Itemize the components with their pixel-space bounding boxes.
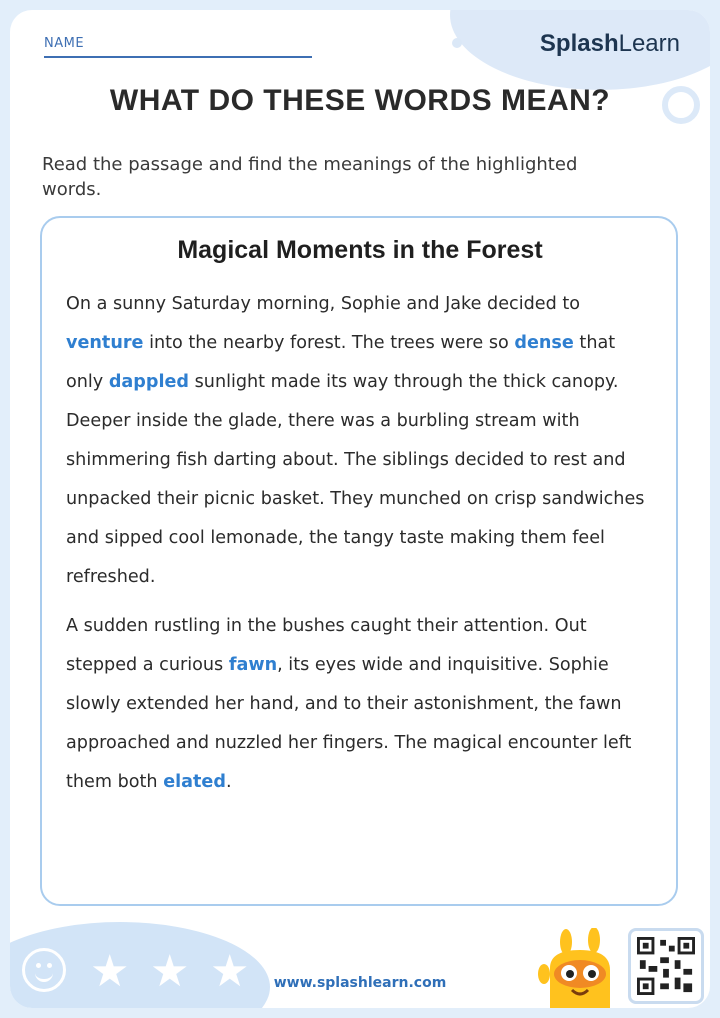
- footer-website-link[interactable]: www.splashlearn.com: [273, 975, 447, 991]
- passage-paragraph-1: On a sunny Saturday morning, Sophie and Jake decided to venture into the nearby forest. The trees were so dense that only dappled sunlight made its way through the thick canopy. Deeper inside the glade, there was a burbling stream with shimmering fish darting about. The siblings decided to rest and unpacked their picnic basket. They munched on crisp sandwiches and sipped cool lemonade, the tangy taste making them feel refreshed.: [66, 294, 645, 587]
- brand-logo: SplashLearn: [539, 30, 680, 57]
- highlighted-word-venture: venture: [66, 333, 144, 353]
- star-icon: ★: [210, 946, 250, 997]
- passage-title: Magical Moments in the Forest: [177, 236, 543, 264]
- passage-box: [40, 216, 678, 906]
- highlighted-word-elated: elated: [163, 772, 226, 792]
- decorative-dot: [452, 38, 462, 48]
- mascot-icon: [536, 928, 626, 1008]
- name-label: NAME: [44, 36, 85, 51]
- highlighted-word-dense: dense: [514, 333, 574, 353]
- star-icon: ★: [150, 946, 190, 997]
- worksheet-title: WHAT DO THESE WORDS MEAN?: [109, 84, 611, 117]
- qr-code-icon: [628, 928, 704, 1004]
- highlighted-word-fawn: fawn: [228, 655, 278, 675]
- highlighted-word-dappled: dappled: [108, 372, 190, 392]
- name-field-line[interactable]: [44, 56, 312, 58]
- passage-paragraph-2: A sudden rustling in the bushes caught their attention. Out stepped a curious fawn, its eyes wide and inquisitive. Sophie slowly extended her hand, and to their astonishment, the fawn approached and nuzzled her fingers. The magical encounter left them both elated.: [66, 616, 632, 792]
- star-icon: ★: [90, 946, 130, 997]
- worksheet-page: [10, 10, 710, 1008]
- instructions-text: Read the passage and find the meanings of the highlighted words.: [42, 154, 578, 200]
